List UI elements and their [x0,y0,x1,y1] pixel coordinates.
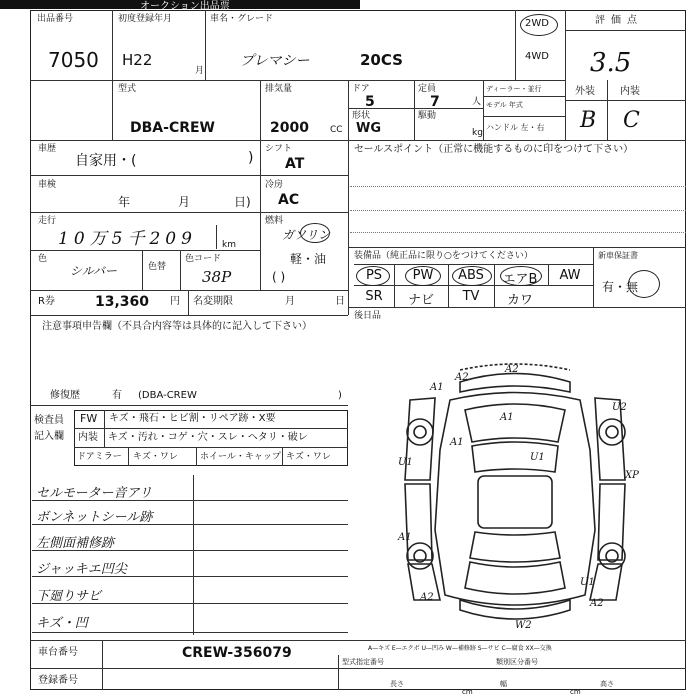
cooler-label: 冷房 [265,180,284,190]
inspector-label2: 記入欄 [34,431,64,442]
dealer-label: ディーラー・並行 [486,85,542,93]
mark-10: A2 [420,592,434,603]
audit2-label: 類別区分番号 [496,658,538,666]
model-year-label: モデル 年式 [486,101,523,109]
inspector-wheel-items: キズ・ワレ [286,452,331,462]
equip-airbag-circle [500,266,542,286]
expiry-day: 日 [335,296,345,307]
mark-7: U1 [530,452,545,463]
recycle-value: 13,360 [95,294,150,310]
repair-value: 有 [112,390,122,401]
width-label: 幅 [500,680,507,688]
drive-4wd: 4WD [525,51,549,62]
doors-label: ドア [352,84,370,94]
chassis-label: 車台番号 [38,647,78,658]
disp-unit: CC [330,125,343,135]
capacity-label: 定員 [418,84,437,94]
interior-grade: C [623,108,640,133]
equip-pw: PW [412,268,434,283]
capacity-value: 7 [430,94,440,110]
color-label: 色 [38,254,48,264]
sales-point-label: セールスポイント（正常に機能するものに印をつけて下さい） [354,144,634,155]
equip-pw-circle [405,266,441,286]
exterior-grade: B [580,108,597,133]
mark-14: A2 [455,372,469,383]
inspector-wheel: ホイール・キャップ [200,452,281,462]
mark-1: A1 [430,382,444,393]
repair-paren: (DBA-CREW [138,390,197,401]
equip-aw: AW [559,268,581,283]
equip-leather: カワ [506,293,533,308]
usage-close: ) [248,150,254,166]
reg-label: 初度登録年月 [118,14,173,24]
insp-month: 月 [178,195,191,209]
note-5: 下廻りサビ [36,589,102,604]
equip-abs-circle [452,266,492,286]
shape-label: 形状 [352,111,371,121]
chassis-value: CREW-356079 [182,645,292,661]
model-value: DBA-CREW [130,120,215,136]
mark-9: A1 [398,532,412,543]
color-change-label: 色替 [148,262,167,272]
weight-unit: kg [472,128,483,138]
mark-3: A1 [500,412,514,423]
lot-number: 7050 [48,48,99,72]
mark-4: U2 [612,402,627,413]
shape-value: WG [356,121,382,136]
header-band-text: オークション出品票 [140,1,230,12]
fuel-label: 燃料 [265,216,284,226]
car-label: 車名・グレード [210,14,274,24]
mark-6: U1 [398,457,413,468]
warranty-label: 新車保証書 [598,251,638,260]
mark-12: A2 [590,598,604,609]
model-label: 型式 [118,84,137,94]
length-label: 長さ [390,680,404,688]
shift-label: シフト [265,144,293,154]
mileage-value: 10万5千209 [58,229,197,249]
usage-value: 自家用・( [75,153,137,169]
insp-year: 年 [118,195,131,209]
mark-8: XP [625,470,639,481]
inspector-int-items: キズ・汚れ・コゲ・穴・スレ・ヘタリ・破レ [108,432,308,443]
expiry-label: 名変期限 [193,296,233,307]
color-code-label: 色コード [185,254,222,264]
note-6: キズ・凹 [36,616,88,631]
mileage-unit: km [222,240,236,250]
fuel-circle [300,223,330,243]
mark-13: W2 [515,620,532,631]
handle-label: ハンドル 左・右 [486,123,545,132]
car-damage-diagram [390,360,660,635]
equip-ps-circle [356,266,390,286]
expiry-month: 月 [285,296,295,307]
drive-2wd: 2WD [525,18,549,29]
recycle-label: R券 [38,296,55,307]
height-label: 高さ [600,680,614,688]
note-1: セルモーター音アリ [36,486,152,501]
warranty-circle [628,270,660,298]
mark-2: A2 [505,364,519,375]
shift-value: AT [285,156,305,172]
inspector-mirror-items: キズ・ワレ [133,452,178,462]
drive-sys-label: 駆動 [418,111,437,121]
score-value: 3.5 [590,48,632,78]
insp-label: 車検 [38,180,57,190]
warranty-options: 有・無 [602,280,639,294]
equip-navi: ナビ [407,293,434,308]
reg-month: 月 [195,66,205,76]
fuel-paren: ( ) [272,270,286,284]
note-4: ジャッキエ凹尖 [36,562,127,577]
mileage-label: 走行 [38,216,57,226]
equip-ps: PS [365,268,383,283]
fuel-alt: 軽・油 [290,252,327,266]
notes-label: 注意事項申告欄（不具合内容等は具体的に記入して下さい） [42,321,312,332]
recycle-unit: 円 [170,296,180,307]
inspector-fw: FW [80,412,98,425]
equipment-label: 装備品（純正品に限り○をつけてください） [354,251,533,261]
equip-abs: ABS [458,268,484,283]
color-value: シルバー [70,264,117,278]
plate-label: 登録番号 [38,675,78,686]
mark-11: U1 [580,577,595,588]
inspector-mirror: ドアミラー [77,452,122,462]
score-label: 評価点 [595,15,643,26]
cm-2: cm [570,688,581,696]
inspector-int: 内装 [78,432,98,443]
interior-label: 内装 [620,86,640,97]
repair-label: 修復歴 [50,390,80,401]
doors-value: 5 [365,94,375,110]
disp-value: 2000 [270,120,309,136]
mark-5: A1 [450,437,464,448]
inspector-label1: 検査員 [34,415,64,426]
note-2: ボンネットシール跡 [36,510,153,525]
disp-label: 排気量 [265,84,293,94]
repair-close: ) [338,390,342,401]
equip-sr: SR [365,289,383,304]
equip-tv: TV [462,289,480,304]
rear-label: 後日品 [354,311,382,321]
diagram-legend: A—キズ E—エクボ U—凹み W—補修跡 S—サビ C—腐食 XX—交換 [368,645,552,652]
usage-label: 車歴 [38,144,57,154]
cm-1: cm [462,688,473,696]
reg-year: H22 [122,51,153,69]
capacity-unit: 人 [472,97,482,107]
lot-label: 出品番号 [37,14,74,24]
equip-airbag: エアB [502,272,538,287]
note-3: 左側面補修跡 [36,536,115,551]
car-name: プレマシー [240,53,310,69]
audit-label: 型式指定番号 [342,658,384,666]
exterior-label: 外装 [575,86,595,97]
car-grade: 20CS [360,51,403,69]
fuel-value: ガソリン [282,228,331,242]
inspector-fw-items: キズ・飛石・ヒビ割・リペア跡・X要 [109,413,276,424]
cooler-value: AC [278,192,300,208]
insp-day: 日) [234,195,251,209]
color-code: 38P [202,268,232,286]
